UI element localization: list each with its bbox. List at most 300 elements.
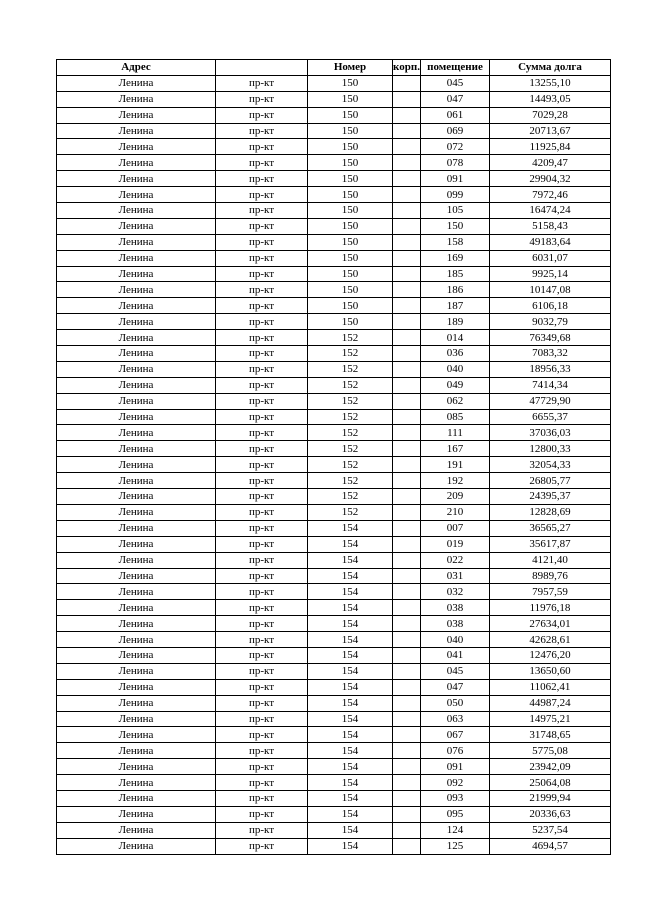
cell-house-number: 150 [308,282,393,298]
header-row [57,60,611,76]
cell-house-number: 154 [308,822,393,838]
cell-building [393,616,421,632]
cell-debt: 27634,01 [490,616,611,632]
cell-house-number: 152 [308,393,393,409]
table-row [57,457,611,473]
cell-building [393,504,421,520]
cell-street: Ленина [57,822,216,838]
cell-street: Ленина [57,775,216,791]
cell-street-type: пр-кт [216,504,308,520]
cell-street-type: пр-кт [216,298,308,314]
cell-street: Ленина [57,806,216,822]
cell-debt: 10147,08 [490,282,611,298]
cell-debt: 47729,90 [490,393,611,409]
cell-apartment: 045 [421,663,490,679]
cell-house-number: 152 [308,361,393,377]
table-row [57,234,611,250]
cell-apartment: 105 [421,203,490,219]
cell-street-type: пр-кт [216,695,308,711]
cell-building [393,425,421,441]
cell-house-number: 150 [308,91,393,107]
cell-house-number: 152 [308,377,393,393]
cell-house-number: 150 [308,187,393,203]
cell-street-type: пр-кт [216,409,308,425]
cell-street: Ленина [57,234,216,250]
cell-debt: 13650,60 [490,663,611,679]
cell-building [393,838,421,854]
cell-building [393,568,421,584]
cell-building [393,600,421,616]
cell-street: Ленина [57,171,216,187]
cell-debt: 11925,84 [490,139,611,155]
cell-building [393,234,421,250]
cell-debt: 5158,43 [490,218,611,234]
cell-house-number: 152 [308,473,393,489]
table-row [57,75,611,91]
table-row [57,838,611,854]
debt-table [56,59,611,855]
table-row [57,632,611,648]
cell-building [393,171,421,187]
cell-debt: 11062,41 [490,679,611,695]
cell-street: Ленина [57,663,216,679]
cell-apartment: 099 [421,187,490,203]
cell-debt: 6106,18 [490,298,611,314]
cell-street: Ленина [57,314,216,330]
table-row [57,711,611,727]
cell-building [393,489,421,505]
cell-street-type: пр-кт [216,361,308,377]
cell-street: Ленина [57,298,216,314]
cell-apartment: 091 [421,759,490,775]
cell-apartment: 167 [421,441,490,457]
cell-street: Ленина [57,504,216,520]
cell-street: Ленина [57,489,216,505]
table-body [57,75,611,854]
cell-street: Ленина [57,679,216,695]
cell-street-type: пр-кт [216,171,308,187]
cell-house-number: 154 [308,695,393,711]
cell-debt: 6655,37 [490,409,611,425]
cell-building [393,250,421,266]
cell-building [393,298,421,314]
cell-debt: 12476,20 [490,647,611,663]
cell-street: Ленина [57,568,216,584]
table-row [57,584,611,600]
cell-apartment: 036 [421,346,490,362]
cell-building [393,314,421,330]
cell-street: Ленина [57,107,216,123]
table-row [57,743,611,759]
cell-debt: 31748,65 [490,727,611,743]
cell-debt: 7029,28 [490,107,611,123]
cell-street: Ленина [57,790,216,806]
cell-debt: 20713,67 [490,123,611,139]
table-row [57,250,611,266]
cell-building [393,409,421,425]
cell-debt: 37036,03 [490,425,611,441]
cell-street: Ленина [57,75,216,91]
cell-street-type: пр-кт [216,790,308,806]
header-debt-amount: Сумма долга [490,60,611,76]
cell-street: Ленина [57,377,216,393]
cell-house-number: 150 [308,218,393,234]
table-row [57,679,611,695]
cell-building [393,552,421,568]
cell-building [393,377,421,393]
table-row [57,377,611,393]
cell-house-number: 154 [308,775,393,791]
cell-street: Ленина [57,647,216,663]
cell-building [393,711,421,727]
cell-building [393,139,421,155]
header-number: Номер [308,60,393,76]
cell-street: Ленина [57,203,216,219]
cell-house-number: 152 [308,425,393,441]
cell-street-type: пр-кт [216,441,308,457]
cell-apartment: 067 [421,727,490,743]
cell-apartment: 187 [421,298,490,314]
cell-house-number: 152 [308,504,393,520]
cell-debt: 20336,63 [490,806,611,822]
cell-house-number: 152 [308,457,393,473]
cell-street: Ленина [57,743,216,759]
cell-street-type: пр-кт [216,457,308,473]
cell-apartment: 041 [421,647,490,663]
cell-apartment: 078 [421,155,490,171]
cell-house-number: 154 [308,679,393,695]
cell-street: Ленина [57,282,216,298]
cell-street-type: пр-кт [216,266,308,282]
cell-debt: 7083,32 [490,346,611,362]
cell-building [393,647,421,663]
cell-street: Ленина [57,409,216,425]
cell-apartment: 210 [421,504,490,520]
cell-apartment: 045 [421,75,490,91]
cell-building [393,123,421,139]
cell-building [393,584,421,600]
cell-house-number: 152 [308,330,393,346]
cell-building [393,743,421,759]
cell-street: Ленина [57,425,216,441]
cell-apartment: 158 [421,234,490,250]
cell-apartment: 062 [421,393,490,409]
cell-street-type: пр-кт [216,473,308,489]
cell-debt: 49183,64 [490,234,611,250]
cell-building [393,759,421,775]
cell-house-number: 154 [308,584,393,600]
table-row [57,91,611,107]
cell-apartment: 191 [421,457,490,473]
cell-house-number: 154 [308,520,393,536]
cell-debt: 7957,59 [490,584,611,600]
cell-street-type: пр-кт [216,584,308,600]
cell-house-number: 150 [308,123,393,139]
table-row [57,123,611,139]
cell-street-type: пр-кт [216,218,308,234]
cell-street-type: пр-кт [216,616,308,632]
cell-street-type: пр-кт [216,838,308,854]
cell-debt: 12800,33 [490,441,611,457]
cell-building [393,727,421,743]
cell-building [393,282,421,298]
cell-house-number: 154 [308,536,393,552]
cell-street: Ленина [57,584,216,600]
cell-apartment: 050 [421,695,490,711]
cell-street: Ленина [57,632,216,648]
cell-street-type: пр-кт [216,107,308,123]
cell-apartment: 209 [421,489,490,505]
cell-street-type: пр-кт [216,203,308,219]
cell-street-type: пр-кт [216,139,308,155]
cell-house-number: 154 [308,743,393,759]
cell-apartment: 007 [421,520,490,536]
cell-apartment: 040 [421,361,490,377]
cell-house-number: 150 [308,107,393,123]
cell-apartment: 192 [421,473,490,489]
table-row [57,552,611,568]
table-row [57,107,611,123]
cell-house-number: 154 [308,616,393,632]
cell-debt: 44987,24 [490,695,611,711]
cell-apartment: 092 [421,775,490,791]
cell-street-type: пр-кт [216,75,308,91]
table-row [57,822,611,838]
cell-street: Ленина [57,139,216,155]
table-row [57,790,611,806]
cell-building [393,361,421,377]
cell-street-type: пр-кт [216,377,308,393]
table-row [57,473,611,489]
cell-house-number: 152 [308,441,393,457]
cell-street-type: пр-кт [216,600,308,616]
cell-street-type: пр-кт [216,806,308,822]
cell-building [393,806,421,822]
cell-street: Ленина [57,838,216,854]
table-row [57,441,611,457]
table-row [57,314,611,330]
cell-house-number: 154 [308,727,393,743]
cell-debt: 5237,54 [490,822,611,838]
cell-street-type: пр-кт [216,568,308,584]
cell-house-number: 154 [308,663,393,679]
cell-apartment: 049 [421,377,490,393]
table-row [57,695,611,711]
cell-apartment: 111 [421,425,490,441]
cell-house-number: 150 [308,139,393,155]
cell-house-number: 154 [308,632,393,648]
cell-debt: 25064,08 [490,775,611,791]
cell-house-number: 150 [308,155,393,171]
cell-street: Ленина [57,155,216,171]
cell-building [393,790,421,806]
cell-apartment: 150 [421,218,490,234]
cell-street-type: пр-кт [216,536,308,552]
cell-building [393,679,421,695]
cell-debt: 14493,05 [490,91,611,107]
cell-street: Ленина [57,473,216,489]
cell-street: Ленина [57,536,216,552]
cell-debt: 42628,61 [490,632,611,648]
cell-street-type: пр-кт [216,489,308,505]
header-apartment: помещение [421,60,490,76]
cell-street-type: пр-кт [216,155,308,171]
header-building: корп. [393,61,420,74]
cell-building [393,187,421,203]
cell-debt: 7972,46 [490,187,611,203]
cell-street: Ленина [57,330,216,346]
cell-apartment: 124 [421,822,490,838]
cell-street-type: пр-кт [216,647,308,663]
cell-street: Ленина [57,600,216,616]
cell-house-number: 154 [308,552,393,568]
cell-debt: 8989,76 [490,568,611,584]
cell-street-type: пр-кт [216,234,308,250]
cell-debt: 26805,77 [490,473,611,489]
cell-street-type: пр-кт [216,330,308,346]
cell-apartment: 047 [421,679,490,695]
cell-building [393,107,421,123]
table-row [57,759,611,775]
cell-house-number: 150 [308,266,393,282]
cell-apartment: 169 [421,250,490,266]
cell-apartment: 032 [421,584,490,600]
table-row [57,282,611,298]
table-row [57,520,611,536]
cell-apartment: 185 [421,266,490,282]
cell-apartment: 063 [421,711,490,727]
cell-street: Ленина [57,250,216,266]
cell-street-type: пр-кт [216,520,308,536]
cell-street-type: пр-кт [216,552,308,568]
cell-debt: 29904,32 [490,171,611,187]
cell-debt: 23942,09 [490,759,611,775]
cell-debt: 18956,33 [490,361,611,377]
cell-building [393,75,421,91]
cell-street-type: пр-кт [216,282,308,298]
cell-street-type: пр-кт [216,425,308,441]
header-street-type [216,60,308,76]
table-row [57,171,611,187]
cell-building [393,330,421,346]
cell-debt: 4209,47 [490,155,611,171]
cell-street: Ленина [57,393,216,409]
cell-street-type: пр-кт [216,250,308,266]
cell-street: Ленина [57,695,216,711]
cell-street-type: пр-кт [216,91,308,107]
cell-street-type: пр-кт [216,632,308,648]
cell-debt: 11976,18 [490,600,611,616]
cell-building [393,695,421,711]
cell-house-number: 150 [308,75,393,91]
cell-street-type: пр-кт [216,663,308,679]
cell-house-number: 154 [308,711,393,727]
cell-house-number: 154 [308,647,393,663]
cell-building [393,536,421,552]
cell-street-type: пр-кт [216,393,308,409]
cell-apartment: 038 [421,600,490,616]
cell-house-number: 150 [308,298,393,314]
cell-debt: 4694,57 [490,838,611,854]
cell-debt: 7414,34 [490,377,611,393]
cell-apartment: 047 [421,91,490,107]
cell-building [393,91,421,107]
cell-street: Ленина [57,187,216,203]
cell-street: Ленина [57,266,216,282]
cell-house-number: 154 [308,600,393,616]
cell-apartment: 019 [421,536,490,552]
cell-house-number: 152 [308,489,393,505]
cell-debt: 21999,94 [490,790,611,806]
cell-debt: 36565,27 [490,520,611,536]
cell-street-type: пр-кт [216,314,308,330]
cell-debt: 5775,08 [490,743,611,759]
cell-street-type: пр-кт [216,679,308,695]
cell-apartment: 072 [421,139,490,155]
table-row [57,727,611,743]
table-row [57,187,611,203]
cell-house-number: 150 [308,250,393,266]
cell-building [393,520,421,536]
cell-street-type: пр-кт [216,759,308,775]
cell-debt: 16474,24 [490,203,611,219]
cell-apartment: 031 [421,568,490,584]
cell-debt: 24395,37 [490,489,611,505]
cell-building [393,393,421,409]
cell-street: Ленина [57,91,216,107]
table-row [57,346,611,362]
cell-street-type: пр-кт [216,775,308,791]
table-row [57,568,611,584]
cell-house-number: 150 [308,203,393,219]
table-row [57,806,611,822]
cell-debt: 9925,14 [490,266,611,282]
table-row [57,775,611,791]
cell-house-number: 150 [308,171,393,187]
cell-house-number: 154 [308,790,393,806]
table-row [57,361,611,377]
cell-apartment: 022 [421,552,490,568]
table-row [57,425,611,441]
cell-apartment: 061 [421,107,490,123]
cell-house-number: 152 [308,409,393,425]
table-row [57,203,611,219]
header-address: Адрес [57,60,216,76]
cell-house-number: 154 [308,806,393,822]
cell-debt: 9032,79 [490,314,611,330]
cell-apartment: 095 [421,806,490,822]
cell-house-number: 150 [308,234,393,250]
cell-house-number: 152 [308,346,393,362]
cell-street: Ленина [57,727,216,743]
cell-house-number: 154 [308,838,393,854]
cell-apartment: 125 [421,838,490,854]
cell-street-type: пр-кт [216,187,308,203]
table-row [57,489,611,505]
cell-debt: 32054,33 [490,457,611,473]
table-row [57,504,611,520]
cell-building [393,663,421,679]
cell-apartment: 189 [421,314,490,330]
cell-apartment: 076 [421,743,490,759]
cell-building [393,775,421,791]
cell-debt: 6031,07 [490,250,611,266]
table-row [57,536,611,552]
cell-building [393,473,421,489]
cell-apartment: 186 [421,282,490,298]
table-row [57,409,611,425]
table-row [57,155,611,171]
